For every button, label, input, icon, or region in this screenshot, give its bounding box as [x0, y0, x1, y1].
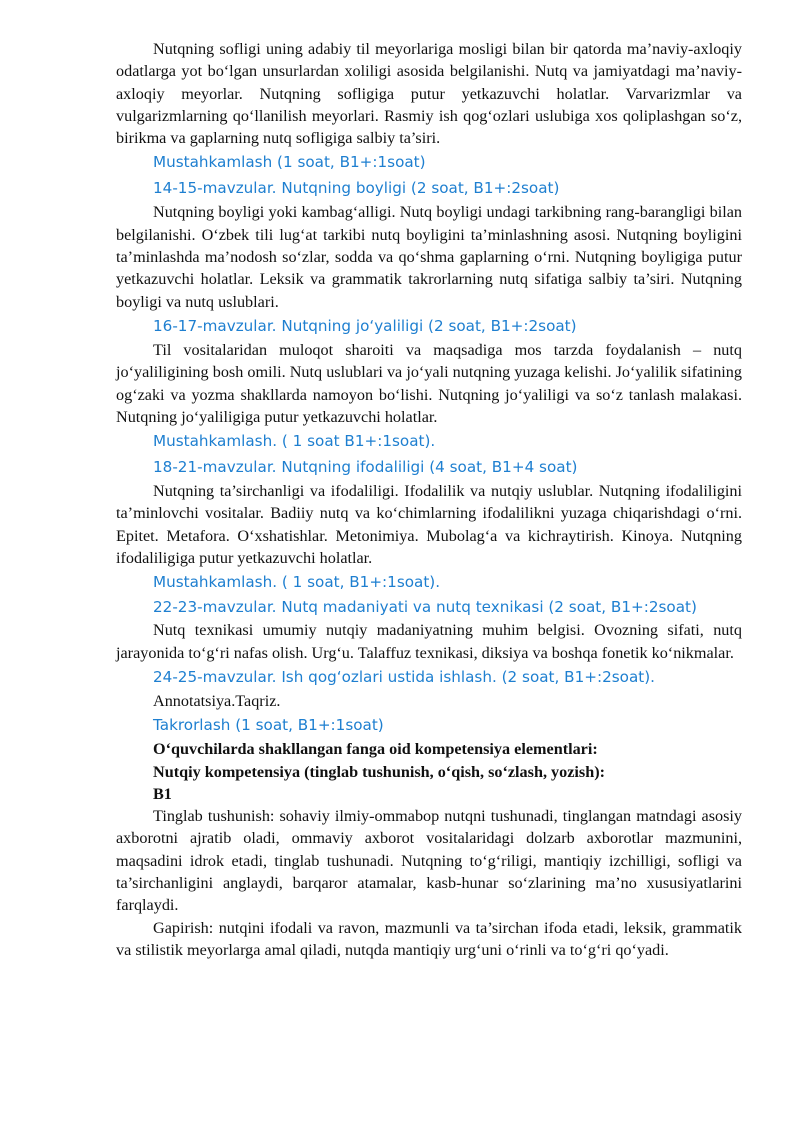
section-heading: 14-15-mavzular. Nutqning boyligi (2 soat, B1+:2soat)	[153, 179, 560, 198]
section-heading: 16-17-mavzular. Nutqning jo‘yaliligi (2 soat, B1+:2soat)	[153, 316, 577, 335]
section-heading: Mustahkamlash. ( 1 soat, B1+:1soat).	[153, 573, 441, 592]
paragraph: Nutq texnikasi umumiy nutqiy madaniyatning muhim belgisi. Ovozning sifati, nutq jarayonida to‘g‘ri nafas olish. Urg‘u. Talaffuz texnikasi, diksiya va boshqa fonetik ko‘nikmalar.	[116, 621, 742, 662]
paragraph: Tinglab tushunish: sohaviy ilmiy-ommabop nutqni tushunadi, tinglangan matndagi asosiy axborotni ajratib oladi, ommaviy axborot vositalaridagi dolzarb axborotlar mazmunini, maqsadini idrok etadi, tinglab tushunadi. Nutqning to‘g‘riligi, mantiqiy izchilligi, sofligi va ta’sirchanligini anglaydi, barqaror atamalar, kasb-hunar so‘zlarining ma’no xususiyatlarini farqlaydi.	[116, 807, 742, 915]
document-page	[116, 38, 742, 961]
paragraph: Nutqning boyligi yoki kambag‘alligi. Nutq boyligi undagi tarkibning rang-barangligi bilan belgilanishi. O‘zbek tili lug‘at tarkibi nutq boyligini ta’minlashning asosi. Nutqning boyligini ta’minlashda ma’nodosh so‘zlar, sodda va qo‘shma gaplarning o‘rni. Nutqning boyligiga putur yetkazuvchi holatlar. Leksik va grammatik takrorlarning nutq sifatiga salbiy ta’siri. Nutqning boyligi va nutq uslublari.	[116, 203, 742, 311]
paragraph: Nutqning sofligi uning adabiy til meyorlariga mosligi bilan bir qatorda ma’naviy-axloqiy odatlarga yot bo‘lgan unsurlardan xoliligi asosida belgilanishi. Nutq va jamiyatdagi ma’naviy-axloqiy meyorlar. Nutqning sofligiga putur yetkazuvchi holatlar. Varvarizmlar va vulgarizmlarning qo‘llanilish meyorlari. Rasmiy ish qog‘ozlari uslubiga xos qoliplashgan so‘z, birikma va gaplarning nutq sofligiga salbiy ta’siri.	[116, 40, 742, 148]
section-heading: 18-21-mavzular. Nutqning ifodaliligi (4 soat, B1+4 soat)	[153, 458, 578, 477]
section-heading: 24-25-mavzular. Ish qog‘ozlari ustida ishlash. (2 soat, B1+:2soat).	[153, 667, 655, 686]
section-heading: Takrorlash (1 soat, B1+:1soat)	[153, 716, 384, 735]
section-heading: 22-23-mavzular. Nutq madaniyati va nutq texnikasi (2 soat, B1+:2soat)	[153, 598, 697, 617]
section-heading: Mustahkamlash. ( 1 soat B1+:1soat).	[153, 432, 436, 451]
paragraph: Nutqning ta’sirchanligi va ifodaliligi. Ifodalilik va nutqiy uslublar. Nutqning ifodaliligini ta’minlovchi vositalar. Badiiy nutq va ko‘chimlarning ifodalilikni yuzaga chiqarishdagi o‘rni. Epitet. Metafora. O‘xshatishlar. Metonimiya. Mubolag‘a va kichraytirish. Kinoya. Nutqning ifodaliligiga putur yetkazuvchi holatlar.	[116, 482, 742, 568]
paragraph-short: Annotatsiya.Taqriz.	[153, 691, 281, 710]
bold-heading: O‘quvchilarda shakllangan fanga oid kompetensiya elementlari:	[153, 740, 598, 759]
bold-heading: Nutqiy kompetensiya (tinglab tushunish, o‘qish, so‘zlash, yozish):	[153, 762, 606, 781]
paragraph: Til vositalaridan muloqot sharoiti va maqsadiga mos tarzda foydalanish – nutq jo‘yaliligining bosh omili. Nutq uslublari va jo‘yali nutqning yuzaga kelishi. Jo‘yalilik sifatining og‘zaki va yozma shakllarda namoyon bo‘lishi. Nutqning jo‘yaliligi va so‘z tanlash malakasi. Nutqning jo‘yaliligiga putur yetkazuvchi holatlar.	[116, 340, 742, 426]
level-label: B1	[153, 784, 172, 803]
paragraph: Gapirish: nutqini ifodali va ravon, mazmunli va ta’sirchan ifoda etadi, leksik, grammatik va stilistik meyorlarga amal qiladi, nutqda mantiqiy urg‘uni o‘rinli va to‘g‘ri qo‘yadi.	[116, 918, 742, 959]
section-heading: Mustahkamlash (1 soat, B1+:1soat)	[153, 153, 426, 172]
